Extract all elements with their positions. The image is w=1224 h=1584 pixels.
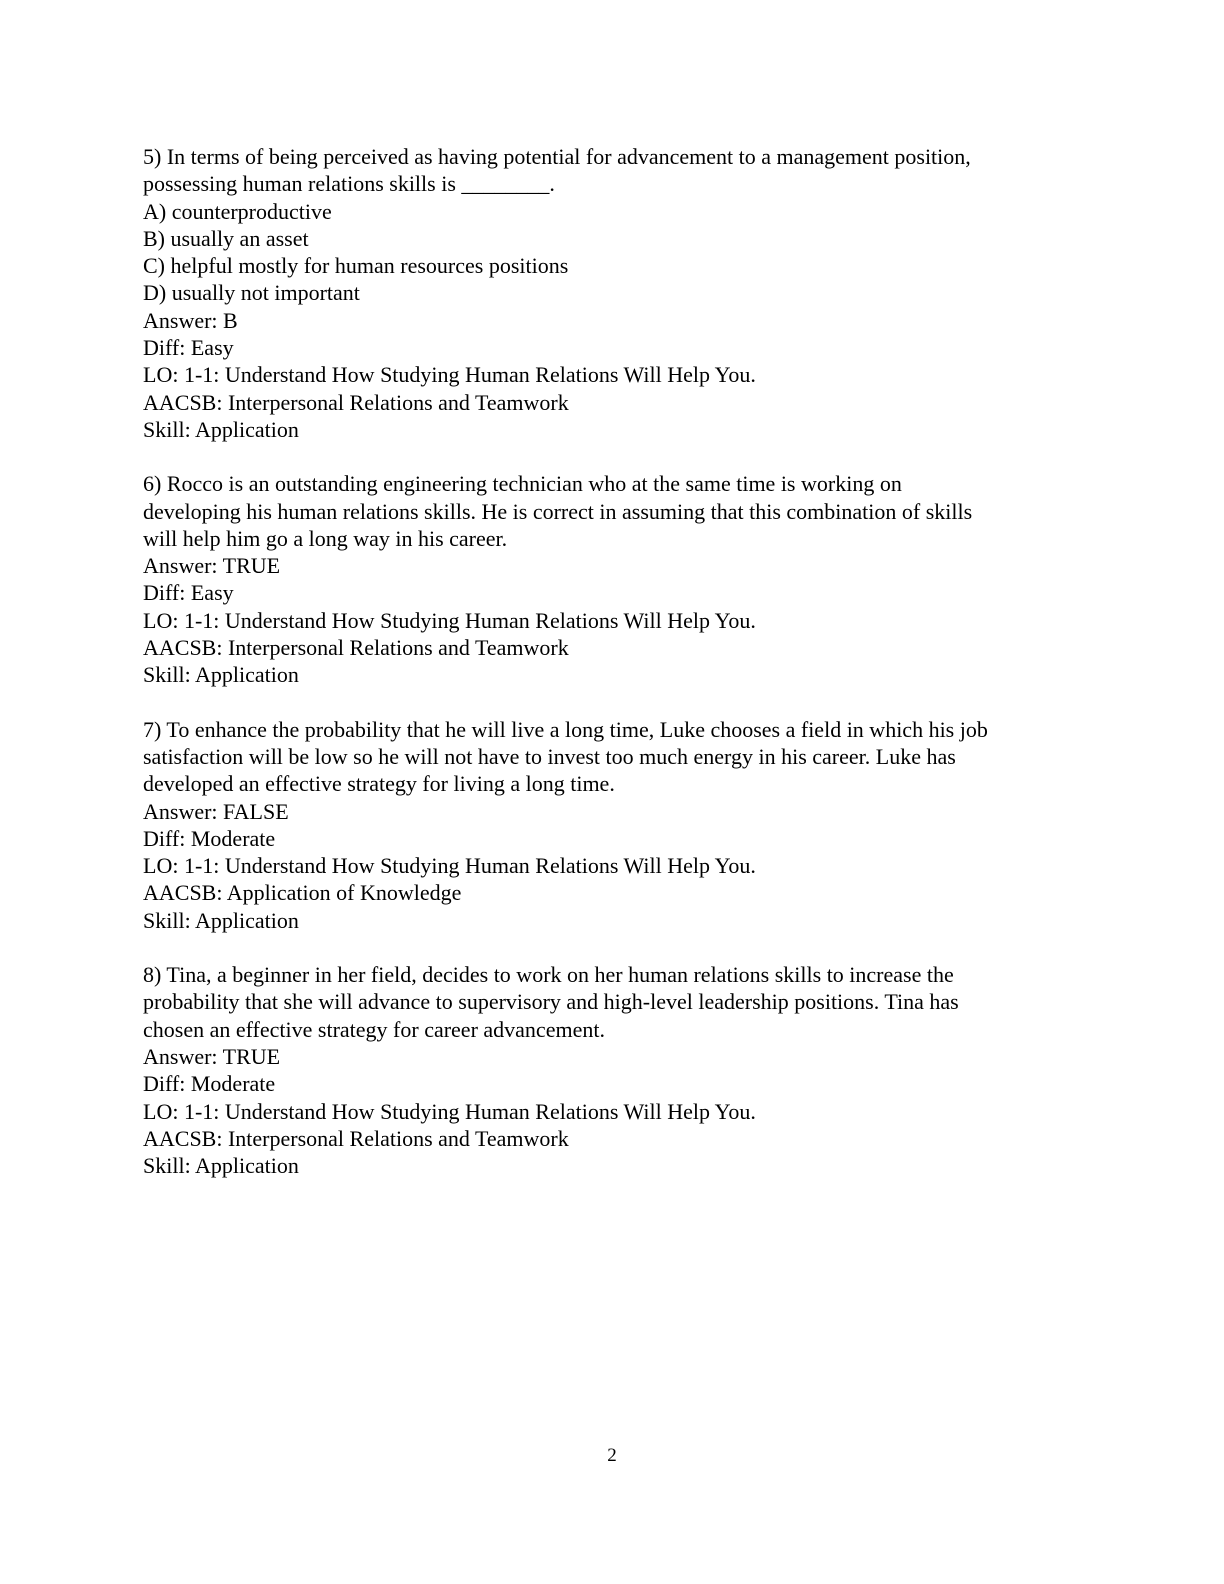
skill-line: Skill: Application (143, 907, 299, 933)
question-stem-line: 7) To enhance the probability that he will live a long time, Luke chooses a field in which his job (143, 716, 988, 742)
aacsb-line: AACSB: Interpersonal Relations and Teamwork (143, 1125, 569, 1151)
skill-line: Skill: Application (143, 1153, 299, 1179)
learning-objective-line: LO: 1-1: Understand How Studying Human Relations Will Help You. (143, 362, 756, 388)
question-stem-line: developed an effective strategy for living a long time. (143, 771, 615, 797)
learning-objective-line: LO: 1-1: Understand How Studying Human Relations Will Help You. (143, 1098, 756, 1124)
difficulty-line: Diff: Easy (143, 335, 234, 361)
question-stem-line: possessing human relations skills is ________. (143, 171, 555, 197)
question-8 (143, 961, 1083, 1179)
answer-line: Answer: TRUE (143, 553, 281, 579)
question-list (143, 143, 1083, 1206)
option-b: B) usually an asset (143, 225, 309, 251)
question-stem-line: will help him go a long way in his career. (143, 525, 508, 551)
aacsb-line: AACSB: Application of Knowledge (143, 880, 462, 906)
page-number: 2 (607, 1445, 617, 1466)
question-stem-line: chosen an effective strategy for career advancement. (143, 1016, 605, 1042)
question-stem-line: 6) Rocco is an outstanding engineering technician who at the same time is working on (143, 471, 902, 497)
option-c: C) helpful mostly for human resources positions (143, 253, 569, 279)
option-d: D) usually not important (143, 280, 360, 306)
answer-line: Answer: FALSE (143, 798, 289, 824)
question-stem-line: 5) In terms of being perceived as having potential for advancement to a management position, (143, 144, 971, 169)
learning-objective-line: LO: 1-1: Understand How Studying Human Relations Will Help You. (143, 607, 756, 633)
option-a: A) counterproductive (143, 198, 332, 224)
skill-line: Skill: Application (143, 416, 299, 442)
answer-line: Answer: TRUE (143, 1043, 281, 1069)
learning-objective-line: LO: 1-1: Understand How Studying Human Relations Will Help You. (143, 853, 756, 879)
aacsb-line: AACSB: Interpersonal Relations and Teamwork (143, 635, 569, 661)
question-stem-line: 8) Tina, a beginner in her field, decides to work on her human relations skills to increase the (143, 962, 954, 988)
aacsb-line: AACSB: Interpersonal Relations and Teamwork (143, 389, 569, 415)
difficulty-line: Diff: Easy (143, 580, 234, 606)
question-5 (143, 143, 1083, 443)
question-stem-line: developing his human relations skills. He is correct in assuming that this combination of skills (143, 498, 973, 524)
question-stem-line: satisfaction will be low so he will not have to invest too much energy in his career. Luke has (143, 743, 956, 769)
answer-line: Answer: B (143, 307, 238, 333)
skill-line: Skill: Application (143, 662, 299, 688)
question-6 (143, 470, 1083, 688)
question-stem-line: probability that she will advance to supervisory and high-level leadership positions. Tina has (143, 989, 959, 1015)
difficulty-line: Diff: Moderate (143, 1071, 276, 1097)
difficulty-line: Diff: Moderate (143, 825, 276, 851)
question-7 (143, 716, 1083, 934)
